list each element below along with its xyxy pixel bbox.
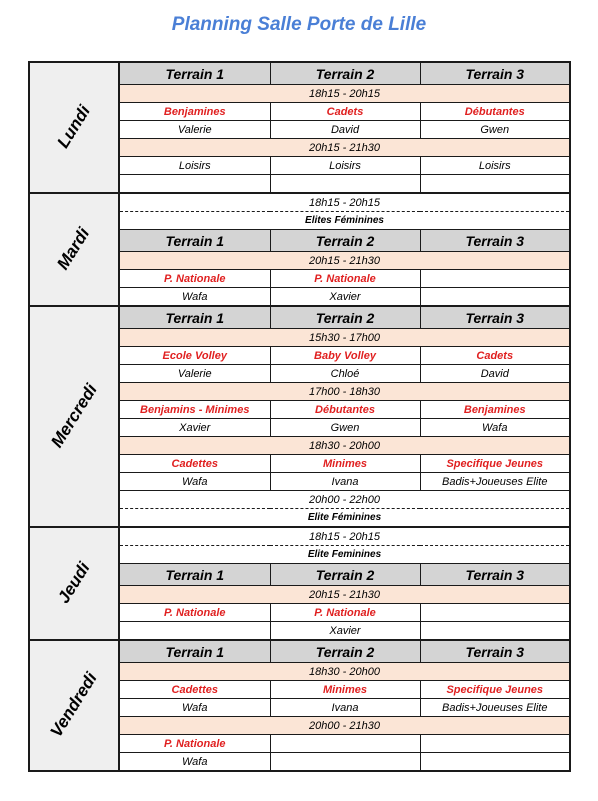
coach-name [270, 753, 420, 772]
group-name: Specifique Jeunes [420, 681, 570, 699]
coach-name [420, 622, 570, 641]
coach-name: Badis+Joueuses Elite [420, 699, 570, 717]
terrain-header: Terrain 3 [420, 230, 570, 252]
time-slot: 15h30 - 17h00 [119, 329, 570, 347]
coach-name: Wafa [119, 288, 270, 307]
terrain-header: Terrain 1 [119, 564, 270, 586]
terrain-header: Terrain 2 [270, 306, 420, 329]
group-name: Specifique Jeunes [420, 455, 570, 473]
group-name [420, 604, 570, 622]
day-name: Jeudi [53, 558, 94, 607]
group-name: P. Nationale [119, 270, 270, 288]
group-name: Cadets [420, 347, 570, 365]
coach-name [420, 753, 570, 772]
day-name: Lundi [53, 101, 94, 151]
time-slot: 18h15 - 20h15 [119, 193, 570, 212]
session-label: Elites Féminines [119, 212, 570, 230]
time-slot: 20h00 - 22h00 [119, 491, 570, 509]
time-slot: 20h15 - 21h30 [119, 139, 570, 157]
coach-name: Gwen [420, 121, 570, 139]
schedule-row [29, 527, 570, 546]
terrain-header: Terrain 1 [119, 640, 270, 663]
coach-name [420, 175, 570, 194]
coach-name: Wafa [119, 753, 270, 772]
time-slot: 18h15 - 20h15 [119, 85, 570, 103]
group-name: P. Nationale [119, 735, 270, 753]
group-name: Baby Volley [270, 347, 420, 365]
day-label-cell [29, 62, 119, 193]
terrain-header: Terrain 2 [270, 564, 420, 586]
terrain-header: Terrain 1 [119, 62, 270, 85]
group-name: Cadettes [119, 681, 270, 699]
day-label-cell [29, 527, 119, 640]
schedule-row [29, 306, 570, 329]
day-name: Mercredi [46, 380, 101, 451]
coach-name: Xavier [270, 622, 420, 641]
schedule-row [29, 640, 570, 663]
group-name: P. Nationale [270, 270, 420, 288]
terrain-header: Terrain 3 [420, 306, 570, 329]
time-slot: 18h30 - 20h00 [119, 663, 570, 681]
group-name: Cadettes [119, 455, 270, 473]
day-name: Vendredi [46, 668, 101, 740]
day-label-cell [29, 193, 119, 306]
coach-name: Xavier [119, 419, 270, 437]
day-name: Mardi [53, 223, 94, 273]
coach-name: Chloé [270, 365, 420, 383]
coach-name: Loisirs [420, 157, 570, 175]
page-title: Planning Salle Porte de Lille [171, 14, 427, 35]
group-name: Benjamins - Minimes [119, 401, 270, 419]
coach-name [420, 288, 570, 307]
terrain-header: Terrain 3 [420, 640, 570, 663]
time-slot: 17h00 - 18h30 [119, 383, 570, 401]
coach-name: Wafa [420, 419, 570, 437]
group-name: P. Nationale [270, 604, 420, 622]
coach-name: Badis+Joueuses Elite [420, 473, 570, 491]
group-name: Cadets [270, 103, 420, 121]
schedule-row [29, 193, 570, 212]
coach-name [270, 175, 420, 194]
coach-name: Ivana [270, 699, 420, 717]
terrain-header: Terrain 1 [119, 306, 270, 329]
group-name: Benjamines [119, 103, 270, 121]
coach-name: Valerie [119, 365, 270, 383]
group-name [420, 735, 570, 753]
coach-name: Ivana [270, 473, 420, 491]
time-slot: 20h00 - 21h30 [119, 717, 570, 735]
terrain-header: Terrain 2 [270, 62, 420, 85]
group-name: Débutantes [420, 103, 570, 121]
coach-name [119, 175, 270, 194]
time-slot: 20h15 - 21h30 [119, 252, 570, 270]
coach-name: Loisirs [119, 157, 270, 175]
group-name: Débutantes [270, 401, 420, 419]
terrain-header: Terrain 2 [270, 230, 420, 252]
session-label: Elite Feminines [119, 546, 570, 564]
coach-name: Xavier [270, 288, 420, 307]
coach-name: Loisirs [270, 157, 420, 175]
time-slot: 18h15 - 20h15 [119, 527, 570, 546]
coach-name: David [270, 121, 420, 139]
coach-name: Wafa [119, 473, 270, 491]
terrain-header: Terrain 2 [270, 640, 420, 663]
day-label-cell [29, 306, 119, 527]
session-label: Elite Féminines [119, 509, 570, 528]
time-slot: 18h30 - 20h00 [119, 437, 570, 455]
day-label-cell [29, 640, 119, 771]
terrain-header: Terrain 3 [420, 62, 570, 85]
terrain-header: Terrain 1 [119, 230, 270, 252]
schedule-table [28, 61, 571, 772]
terrain-header: Terrain 3 [420, 564, 570, 586]
group-name: P. Nationale [119, 604, 270, 622]
group-name: Ecole Volley [119, 347, 270, 365]
group-name: Minimes [270, 681, 420, 699]
coach-name [119, 622, 270, 641]
time-slot: 20h15 - 21h30 [119, 586, 570, 604]
coach-name: Wafa [119, 699, 270, 717]
group-name: Benjamines [420, 401, 570, 419]
group-name [270, 735, 420, 753]
group-name [420, 270, 570, 288]
coach-name: David [420, 365, 570, 383]
coach-name: Valerie [119, 121, 270, 139]
coach-name: Gwen [270, 419, 420, 437]
group-name: Minimes [270, 455, 420, 473]
schedule-row [29, 62, 570, 85]
